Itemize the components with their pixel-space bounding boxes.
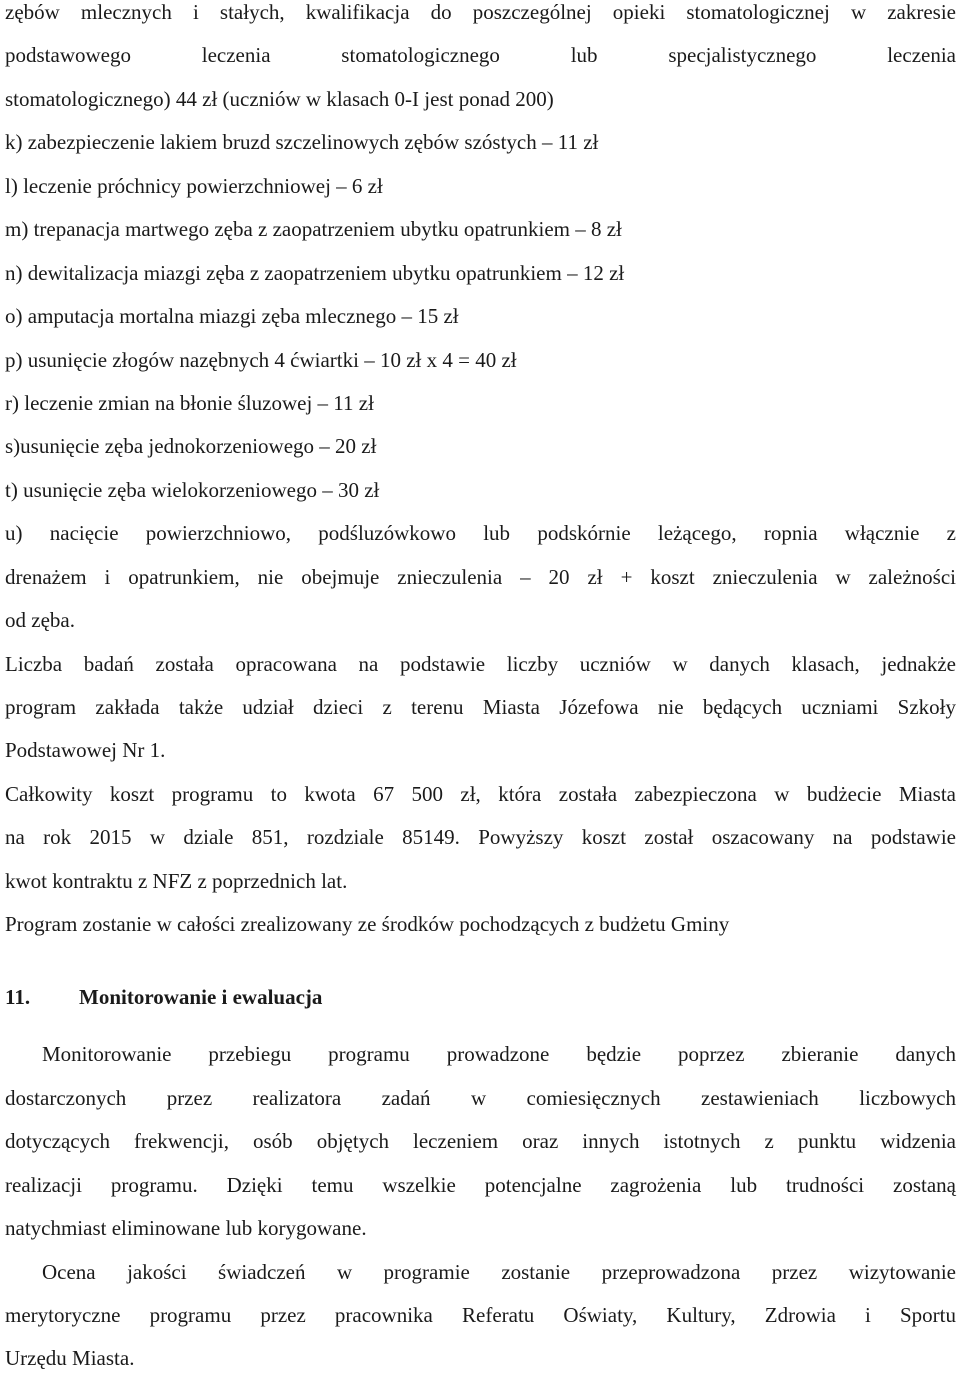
- text-line: stomatologicznego) 44 zł (uczniów w klasach 0-I jest ponad 200): [5, 87, 554, 111]
- list-item-p: p) usunięcie złogów nazębnych 4 ćwiartki – 10 zł x 4 = 40 zł: [5, 348, 517, 372]
- section-heading: [5, 982, 322, 1012]
- list-item-s: s)usunięcie zęba jednokorzeniowego – 20 zł: [5, 434, 377, 458]
- text-line: Liczba badań została opracowana na podstawie liczby uczniów w danych klasach, jednakże: [5, 652, 956, 676]
- list-item-o: o) amputacja mortalna miazgi zęba mlecznego – 15 zł: [5, 304, 459, 328]
- text-line: dostarczonych przez realizatora zadań w comiesięcznych zestawieniach liczbowych: [5, 1086, 956, 1110]
- list-item-u: u) nacięcie powierzchniowo, podśluzówkowo lub podskórnie leżącego, ropnia włącznie z: [5, 521, 956, 545]
- text-line: od zęba.: [5, 608, 75, 632]
- section-title: Monitorowanie i ewaluacja: [79, 985, 323, 1009]
- text-line: podstawowego leczenia stomatologicznego lub specjalistycznego leczenia: [5, 43, 956, 67]
- text-line: merytoryczne programu przez pracownika Referatu Oświaty, Kultury, Zdrowia i Sportu: [5, 1303, 956, 1327]
- list-item-k: k) zabezpieczenie lakiem bruzd szczelinowych zębów szóstych – 11 zł: [5, 130, 599, 154]
- text-line: na rok 2015 w dziale 851, rozdziale 85149. Powyższy koszt został oszacowany na podstawie: [5, 825, 956, 849]
- text-line: drenażem i opatrunkiem, nie obejmuje znieczulenia – 20 zł + koszt znieczulenia w zależności: [5, 565, 956, 589]
- section-number: 11.: [5, 985, 31, 1009]
- text-line: program zakłada także udział dzieci z terenu Miasta Józefowa nie będących uczniami Szkoły: [5, 695, 956, 719]
- text-line: Monitorowanie przebiegu programu prowadzone będzie poprzez zbieranie danych: [42, 1042, 956, 1066]
- list-item-t: t) usunięcie zęba wielokorzeniowego – 30 zł: [5, 478, 380, 502]
- text-line: Całkowity koszt programu to kwota 67 500 zł, która została zabezpieczona w budżecie Miasta: [5, 782, 956, 806]
- text-line: Urzędu Miasta.: [5, 1346, 135, 1370]
- text-line: Ocena jakości świadczeń w programie zostanie przeprowadzona przez wizytowanie: [42, 1260, 956, 1284]
- text-line: zębów mlecznych i stałych, kwalifikacja do poszczególnej opieki stomatologicznej w zakresie: [5, 0, 956, 24]
- text-line: kwot kontraktu z NFZ z poprzednich lat.: [5, 869, 348, 893]
- text-line: Program zostanie w całości zrealizowany ze środków pochodzących z budżetu Gminy: [5, 912, 730, 936]
- list-item-m: m) trepanacja martwego zęba z zaopatrzeniem ubytku opatrunkiem – 8 zł: [5, 217, 622, 241]
- list-item-n: n) dewitalizacja miazgi zęba z zaopatrzeniem ubytku opatrunkiem – 12 zł: [5, 261, 625, 285]
- text-line: dotyczących frekwencji, osób objętych leczeniem oraz innych istotnych z punktu widzenia: [5, 1129, 956, 1153]
- list-item-l: l) leczenie próchnicy powierzchniowej – 6 zł: [5, 174, 383, 198]
- text-line: Podstawowej Nr 1.: [5, 738, 166, 762]
- list-item-r: r) leczenie zmian na błonie śluzowej – 11 zł: [5, 391, 374, 415]
- text-line: natychmiast eliminowane lub korygowane.: [5, 1216, 367, 1240]
- text-line: realizacji programu. Dzięki temu wszelkie potencjalne zagrożenia lub trudności zostaną: [5, 1173, 956, 1197]
